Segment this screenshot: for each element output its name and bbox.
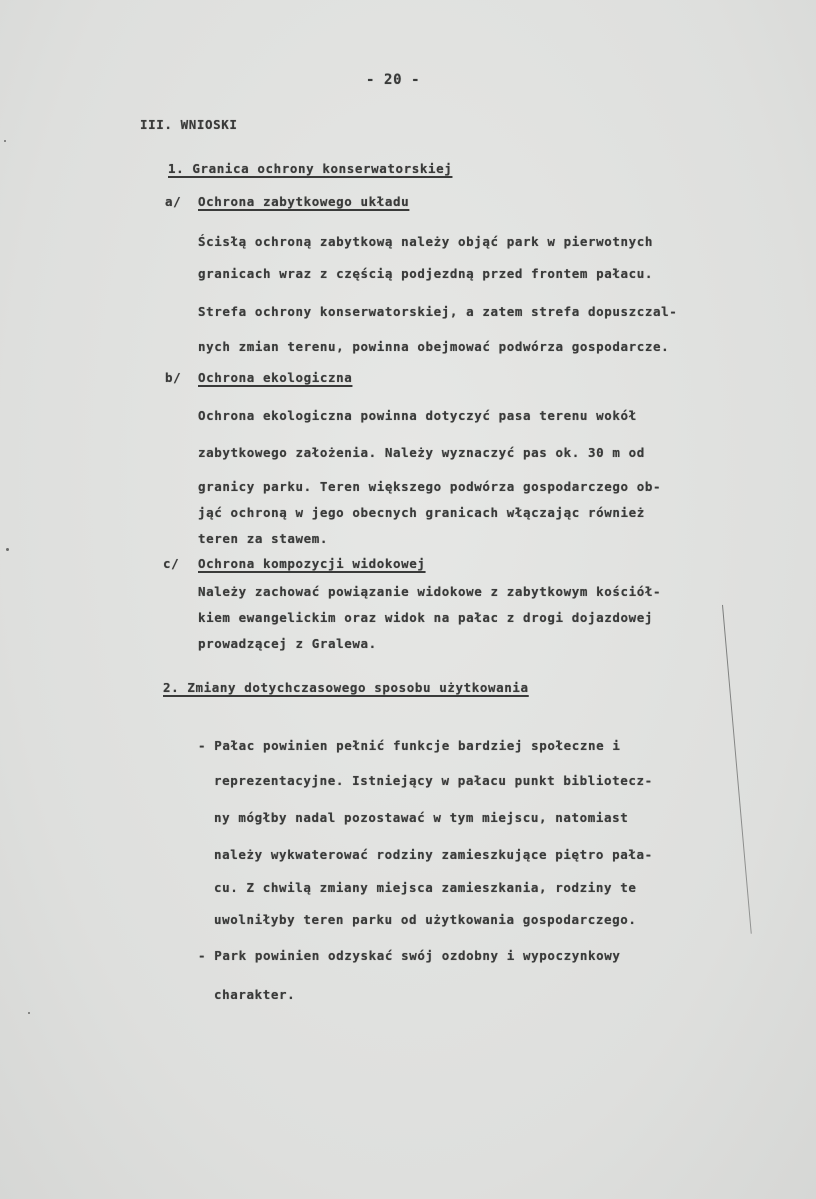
point-1b-line: jąć ochroną w jego obecnych granicach włączając również — [198, 505, 645, 520]
point-1-title: 1. Granica ochrony konserwatorskiej — [168, 161, 453, 176]
point-1a-line: granicach wraz z częścią podjezdną przed frontem pałacu. — [198, 266, 654, 281]
point-1a-line: Ścisłą ochroną zabytkową należy objąć park w pierwotnych — [198, 234, 654, 249]
point-1b-line: teren za stawem. — [198, 531, 329, 546]
point-1b-line: granicy parku. Teren większego podwórza gospodarczego ob- — [198, 479, 662, 494]
page-number: - 20 - — [366, 72, 421, 88]
bullet-line: ny mógłby nadal pozostawać w tym miejscu, natomiast — [214, 810, 629, 825]
point-1b-line: Ochrona ekologiczna powinna dotyczyć pasa terenu wokół — [198, 408, 637, 423]
point-1c-line: kiem ewangelickim oraz widok na pałac z drogi dojazdowej — [198, 610, 654, 625]
point-1b-heading: Ochrona ekologiczna — [198, 370, 353, 385]
point-1c-line: Należy zachować powiązanie widokowe z zabytkowym kościół- — [198, 584, 662, 599]
point-1a-label: a/ — [165, 194, 182, 209]
point-1c-label: c/ — [163, 556, 180, 571]
point-2-title: 2. Zmiany dotychczasowego sposobu użytkowania — [163, 680, 529, 695]
point-1a-heading: Ochrona zabytkowego układu — [198, 194, 410, 209]
section-title: III. WNIOSKI — [140, 117, 238, 132]
point-1b-label: b/ — [165, 370, 182, 385]
point-1a-line: nych zmian terenu, powinna obejmować podwórza gospodarcze. — [198, 339, 670, 354]
bullet-line: uwolniłyby teren parku od użytkowania gospodarczego. — [214, 912, 637, 927]
bullet-line: reprezentacyjne. Istniejący w pałacu punkt bibliotecz- — [214, 773, 653, 788]
bullet-line: charakter. — [214, 987, 296, 1002]
scan-speck — [4, 140, 6, 142]
point-1c-heading: Ochrona kompozycji widokowej — [198, 556, 426, 571]
bullet-line: - Pałac powinien pełnić funkcje bardziej społeczne i — [198, 738, 621, 753]
point-1b-line: zabytkowego założenia. Należy wyznaczyć pas ok. 30 m od — [198, 445, 645, 460]
bullet-line: należy wykwaterować rodziny zamieszkujące piętro pała- — [214, 847, 653, 862]
scan-speck — [6, 548, 9, 551]
pencil-margin-line — [722, 605, 752, 934]
bullet-line: - Park powinien odzyskać swój ozdobny i wypoczynkowy — [198, 948, 621, 963]
point-1c-line: prowadzącej z Gralewa. — [198, 636, 377, 651]
point-1a-line: Strefa ochrony konserwatorskiej, a zatem strefa dopuszczal- — [198, 304, 678, 319]
scan-speck — [28, 1012, 30, 1014]
bullet-line: cu. Z chwilą zmiany miejsca zamieszkania, rodziny te — [214, 880, 637, 895]
